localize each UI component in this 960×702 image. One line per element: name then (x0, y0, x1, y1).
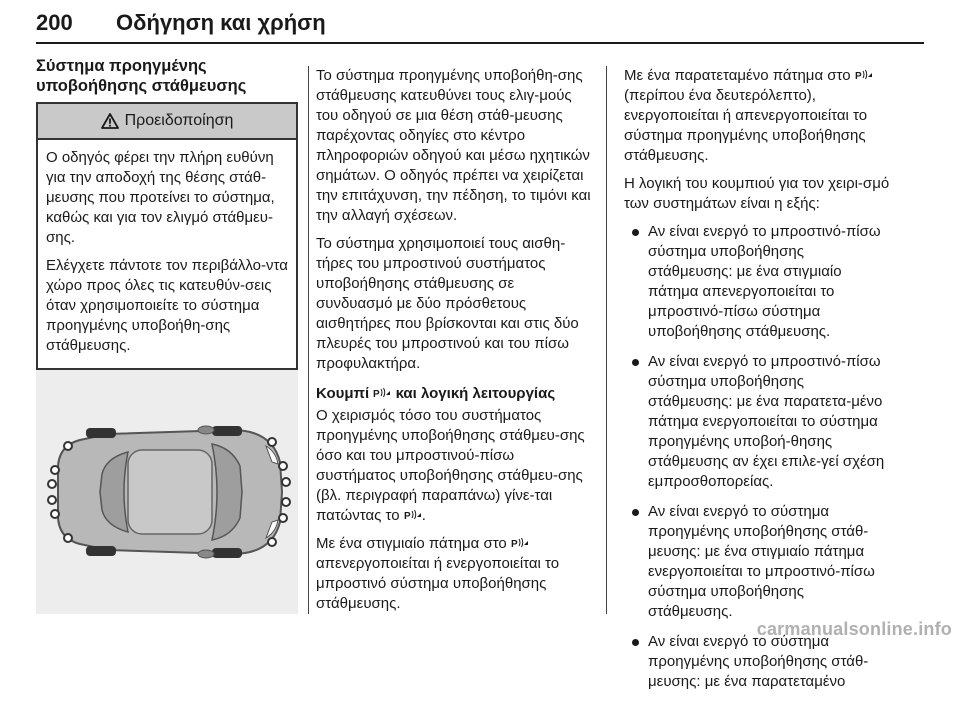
svg-text:P: P (403, 511, 411, 521)
section-title (36, 56, 298, 96)
sensor-rear-side-1 (64, 442, 72, 450)
section-title-line-2: υποβοήθησης στάθμευσης (36, 77, 247, 95)
list-item: Αν είναι ενεργό το μπροστινό-πίσω σύστημα υποβοήθησης στάθμευσης: με ένα παρατετα-μένο πάτημα ενεργοποιείται το σύστημα προηγμένης υποβοή-θησης στάθμευσης αν έχει επιλε-γεί σχέση εμπροσθοπορείας. (624, 352, 890, 492)
parking-assist-button-icon (855, 68, 873, 81)
column-3 (624, 66, 890, 702)
col3-paragraph-2: Η λογική του κουμπιού για τον χειρι-σμό των συστημάτων είναι η εξής: (624, 175, 890, 212)
sensor-rear-4 (51, 510, 59, 518)
list-item: Αν είναι ενεργό το σύστημα προηγμένης υποβοήθησης στάθ-μευσης: με ένα στιγμιαίο πάτημα ενεργοποιείται το μπροστινό-πίσω σύστημα υποβοήθησης στάθμευσης. (624, 502, 890, 622)
list-item: Αν είναι ενεργό το σύστημα προηγμένης υποβοήθησης στάθ-μευσης: με ένα παρατεταμένο (624, 632, 890, 692)
sensor-rear-side-2 (64, 534, 72, 542)
column-1 (36, 56, 298, 370)
sensor-rear-2 (48, 480, 56, 488)
car-illustration (36, 370, 298, 614)
page-header (36, 0, 924, 44)
subheading-prefix: Κουμπί (316, 385, 370, 402)
header-rule (36, 42, 924, 44)
warning-paragraph-2: Ελέγχετε πάντοτε τον περιβάλλο-ντα χώρο προς όλες τις κατευθύν-σεις όταν χρησιμοποιείτε το σύστημα προηγμένης υποβοήθη-σης στάθμευσης. (46, 257, 288, 354)
page-number: 200 (36, 10, 73, 35)
sensor-rear-1 (51, 466, 59, 474)
col3-paragraph-1 (624, 66, 890, 166)
column-divider-2 (606, 66, 607, 614)
parking-assist-button-icon (373, 386, 391, 399)
sensor-front-side-1 (268, 438, 276, 446)
warning-body (38, 140, 296, 368)
warning-title: Προειδοποίηση (124, 112, 234, 129)
warning-triangle-icon (101, 113, 119, 129)
sensor-front-1 (279, 462, 287, 470)
sensor-front-side-2 (268, 538, 276, 546)
watermark: carmanualsonline.info (756, 619, 952, 639)
subheading-suffix: και λογική λειτουργίας (395, 385, 556, 402)
sensor-front-4 (279, 514, 287, 522)
svg-text:P: P (373, 389, 381, 399)
svg-text:P: P (510, 539, 518, 549)
sensor-front-2 (282, 478, 290, 486)
button-subheading (316, 384, 594, 404)
col2-paragraph-1: Το σύστημα προηγμένης υποβοήθη-σης στάθμευσης κατευθύνει τους ελιγ-μούς του οδηγού σε μια θέση στάθ-μευσης παρέχοντας οδηγίες στο κέντρο πληροφοριών οδηγού και μέσω ηχητικών σημάτων. Ο οδηγός πρέπει να χειρίζεται την επιτάχυνση, την πέδηση, το τιμόνι και την αλλαγή σχέσεων. (316, 67, 591, 224)
list-item: Αν είναι ενεργό το μπροστινό-πίσω σύστημα υποβοήθησης στάθμευσης: με ένα στιγμιαίο πάτημα απενεργοποιείται το μπροστινό-πίσω σύστημα υποβοήθησης στάθμευσης. (624, 222, 890, 342)
warning-title-bar (38, 104, 296, 140)
page-heading: Οδήγηση και χρήση (116, 10, 326, 35)
col2-paragraph-4-start: Με ένα στιγμιαίο πάτημα στο (316, 535, 507, 552)
sensor-front-3 (282, 498, 290, 506)
car-top-view-figure (36, 370, 298, 614)
svg-text:P: P (854, 71, 862, 81)
col2-paragraph-4-end: απενεργοποιείται ή ενεργοποιείται το μπροστινό σύστημα υποβοήθησης στάθμευσης. (316, 555, 560, 612)
col3-paragraph-1-end: (περίπου ένα δευτερόλεπτο), ενεργοποιείται ή απενεργοποιείται το σύστημα προηγμένης υποβοήθησης στάθμευσης. (624, 87, 868, 164)
col3-paragraph-1-start: Με ένα παρατεταμένο πάτημα στο (624, 67, 851, 84)
col2-paragraph-3-text: Ο χειρισμός τόσο του συστήματος προηγμένης υποβοήθησης στάθμευ-σης όσο και του μπροστινού-πίσω συστήματος υποβοήθησης στάθμευ-σης (βλ. περιγραφή παραπάνω) γίνε-ται πατώντας το (316, 407, 585, 524)
column-2 (316, 66, 594, 622)
parking-assist-button-icon (511, 536, 529, 549)
col2-paragraph-3-end: . (421, 507, 426, 524)
warning-box (36, 102, 298, 370)
warning-paragraph-1: Ο οδηγός φέρει την πλήρη ευθύνη για την αποδοχή της θέσης στάθ-μευσης που προτείνει το σύστημα, καθώς και για τον ελιγμό στάθμευ-σης. (46, 149, 275, 246)
col2-paragraph-2: Το σύστημα χρησιμοποιεί τους αισθη-τήρες του μπροστινού συστήματος υποβοήθησης στάθμευσης σε συνδυασμό με δύο πρόσθετους αισθητήρες που βρίσκονται και στις δύο πλευρές του μπροστινού και του πίσω προφυλακτήρα. (316, 235, 579, 372)
col2-paragraph-3 (316, 406, 594, 526)
column-divider-1 (308, 66, 309, 614)
col2-paragraph-4 (316, 534, 594, 614)
car-body (58, 426, 282, 558)
sensor-rear-3 (48, 496, 56, 504)
parking-assist-button-icon (404, 508, 422, 521)
section-title-line-1: Σύστημα προηγμένης (36, 57, 207, 75)
